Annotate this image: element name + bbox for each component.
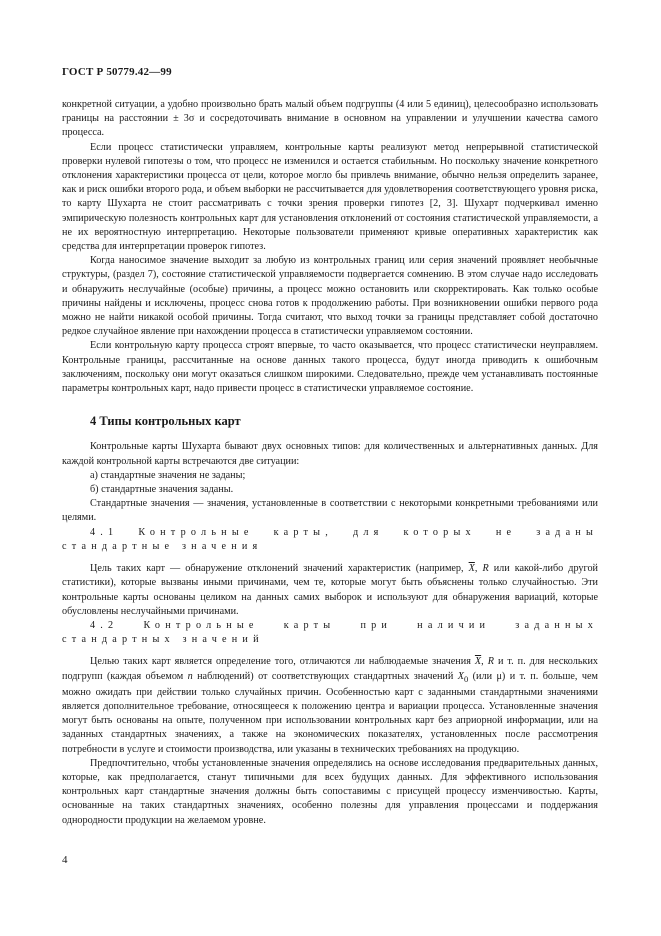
text-run: и т. п. для нескольких подгрупп (каждая объемом [62, 656, 598, 682]
paragraph: Стандартные значения — значения, установленные в соответствии с некоторыми конкретными требованиями или целями. [62, 498, 598, 524]
r-symbol: R [487, 656, 494, 668]
subscript: 0 [463, 673, 469, 684]
list-item: а) стандартные значения не заданы; [90, 469, 246, 481]
subsection-title: 4.2 Контрольные карты при наличии заданных стандартных значений [62, 619, 598, 646]
paragraph: Когда наносимое значение выходит за любую из контрольных границ или серия значений проявляет необычные структуры, (раздел 7), состояние статистической управляемости подвергается сомнению. В этом случае надо исследовать и обнаружить неслучайные (особые) причины, а процесс можно остановить или скорректировать. Как только особые причины найдены и исключены, процесс снова готов к продолжению работы. При возникновении ошибки первого рода можно не найти никакой особой причины. Тогда считают, что выход точки за границы представляет собой достаточно редкое случайное явление при нахождении процесса в статистически управляемом состоянии. [62, 255, 598, 338]
paragraph [62, 655, 598, 756]
r-symbol: R [482, 563, 489, 575]
document-body [62, 98, 598, 828]
paragraph [62, 562, 598, 619]
paragraph: Если процесс статистически управляем, контрольные карты реализуют метод непрерывной статистической проверки нулевой гипотезы о том, что процесс не изменился и остается стабильным. Но поскольку значение конкретного отклонения характеристики процесса от цели, которое могло бы привлечь внимание, обычно нельзя определить заранее, как и риск ошибки второго рода, и объем выборки не рассчитывается для удовлетворения соответствующего уровня риска, то карту Шухарта не стоит рассматривать с точки зрения проверки гипотез [2, 3]. Шухарт подчеркивал именно эмпирическую полезность контрольных карт для установления отклонений от состояния статистической управляемости, а не их вероятностную интерпретацию. Некоторые пользователи применяют кривые оперативных характеристик как средства для интерпретации проверок гипотез. [62, 141, 598, 253]
text-run: , [474, 563, 483, 575]
x0-symbol: X [457, 670, 464, 682]
paragraph: конкретной ситуации, а удобно произвольно брать малый объем подгруппы (4 или 5 единиц), целесообразно использовать границы на расстоянии ± 3σ и сосредоточивать внимание в основном на управлении и улучшении качества самого процесса. [62, 99, 598, 139]
paragraph: Если контрольную карту процесса строят впервые, то часто оказывается, что процесс статистически неуправляем. Контрольные границы, рассчитанные на основе данных такого процесса, будут иногда приводить к ошибочным заключениям, поскольку они могут оказаться слишком широкими. Следовательно, прежде чем устанавливать постоянные параметры контрольных карт, надо привести процесс в статистически управляемое состояние. [62, 340, 598, 395]
page-number: 4 [62, 854, 68, 866]
text-run: Целью таких карт является определение того, отличаются ли наблюдаемые значения [90, 656, 475, 668]
text-run: Цель таких карт — обнаружение отклонений значений характеристик (например, [90, 563, 469, 575]
section-title: 4 Типы контрольных карт [90, 414, 241, 429]
text-run: или какой-либо другой статистики), которые вызваны иными причинами, чем те, которые могут быть объяснены только случайностью. Эти контрольные карты основаны целиком на данных самих выборок и используют для обнаружения вариаций, которые обусловлены неслучайными причинами. [62, 563, 598, 617]
paragraph: Предпочтительно, чтобы установленные значения определялись на основе исследования предварительных данных, которые, как предполагается, станут типичными для всех будущих данных. Для эффективного использования контрольных карт стандартные значения должны быть сопоставимы с присущей процессу изменчивостью. Карты, основанные на таких стандартных значениях, особенно полезны для управления процессами и поддержания однородности продукции на желаемом уровне. [62, 757, 598, 826]
list-item: б) стандартные значения заданы. [90, 484, 234, 496]
x-bar-symbol: $\overline{X}$ [468, 563, 475, 575]
n-symbol: n [187, 670, 193, 682]
text-run: наблюдений) от соответствующих стандартных значений [192, 670, 458, 682]
document-header: ГОСТ Р 50779.42—99 [62, 66, 172, 78]
text-run: , [481, 656, 488, 668]
subsection-title: 4.1 Контрольные карты, для которых не заданы стандартные значения [62, 526, 598, 552]
text-run: (или μ) и т. п. больше, чем можно ожидать при действии только случайных причин. Особенностью карт с заданными стандартными значениями является дополнительное требование, относящееся к положению центра и вариации процесса. Установленные значения могут быть основаны на опыте, полученном при использовании контрольных карт без априорной информации, или на заданных стандартных значениях, а также на экономических показателях, установленных после рассмотрения потребности в услуге и стоимости производства, или указаны в технических требованиях на продукцию. [62, 670, 598, 755]
paragraph: Контрольные карты Шухарта бывают двух основных типов: для количественных и альтернативных данных. Для каждой контрольной карты встречаются две ситуации: [62, 441, 598, 467]
x-bar-symbol: $\overline{X}$ [474, 656, 482, 668]
